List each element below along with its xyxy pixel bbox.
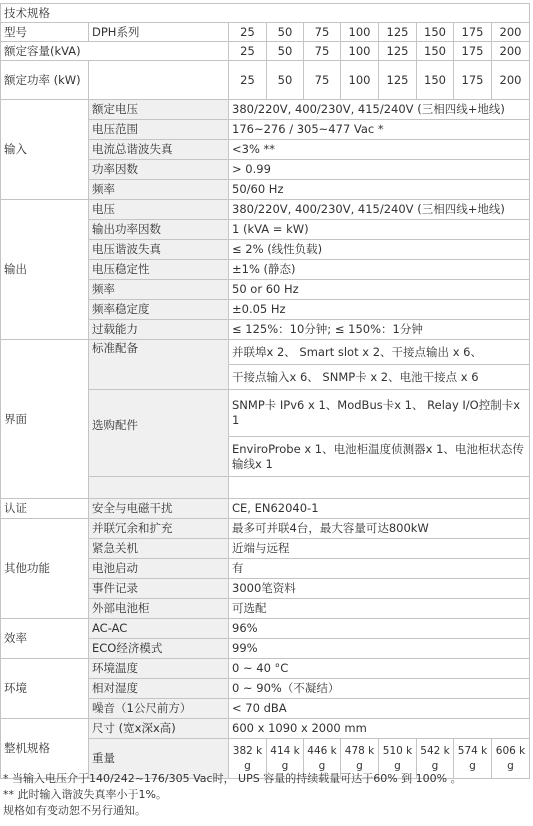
kva-value: 100: [341, 42, 379, 61]
model-value: 25: [229, 23, 267, 42]
kw-value: 150: [417, 61, 454, 100]
spec-label: 频率: [89, 280, 229, 300]
spec-value: 176~276 / 305~477 Vac *: [229, 120, 530, 140]
standard-label: 标准配备: [89, 340, 229, 390]
spec-label: 电压: [89, 200, 229, 220]
spec-value: 近端与远程: [229, 539, 530, 559]
spec-label: 过载能力: [89, 320, 229, 340]
kva-label: 额定容量(kVA): [1, 42, 229, 61]
spec-label: 外部电池柜: [89, 599, 229, 619]
input-row: [1, 100, 530, 120]
model-value: 200: [492, 23, 530, 42]
spec-value: 50 or 60 Hz: [229, 280, 530, 300]
spec-value: < 70 dBA: [229, 699, 530, 719]
spec-label: 紧急关机: [89, 539, 229, 559]
weight-value: 574 kg: [454, 739, 492, 779]
kw-value: 75: [304, 61, 341, 100]
kva-value: 75: [304, 42, 341, 61]
weight-value: 478 kg: [341, 739, 379, 779]
cert-row: [1, 499, 530, 519]
kva-value: 200: [492, 42, 530, 61]
spec-value: 最多可并联4台，最大容量可达800kW: [229, 519, 530, 539]
cert-section-label: 认证: [1, 499, 89, 519]
kw-label: 额定功率 (kW): [1, 61, 89, 100]
spec-value: 96%: [229, 619, 530, 639]
spec-label: AC-AC: [89, 619, 229, 639]
kw-value: 25: [229, 61, 267, 100]
spec-label: ECO经济模式: [89, 639, 229, 659]
spec-label: 电压谐波失真: [89, 240, 229, 260]
kva-row: [1, 42, 530, 61]
other-section-label: 其他功能: [1, 519, 89, 619]
model-series: DPH系列: [89, 23, 229, 42]
model-value: 75: [304, 23, 341, 42]
spec-value: 有: [229, 559, 530, 579]
spec-label: 电池启动: [89, 559, 229, 579]
kw-row: [1, 61, 530, 100]
environment-row: [1, 659, 530, 679]
footnotes: [3, 771, 531, 819]
kw-value: 200: [492, 61, 530, 100]
output-section-label: 输出: [1, 200, 89, 340]
spec-value: 可选配: [229, 599, 530, 619]
model-value: 175: [454, 23, 492, 42]
standard-value: 干接点输入x 6、 SNMP卡 x 2、电池干接点 x 6: [229, 365, 530, 390]
other-row: [1, 519, 530, 539]
spec-label: 频率: [89, 180, 229, 200]
spec-label: 安全与电磁干扰: [89, 499, 229, 519]
kva-value: 125: [379, 42, 417, 61]
spec-value: 0 ~ 40 °C: [229, 659, 530, 679]
kva-value: 150: [417, 42, 454, 61]
interface-section-label: 界面: [1, 340, 89, 499]
weight-value: 542 kg: [417, 739, 454, 779]
spec-value: 600 x 1090 x 2000 mm: [229, 719, 530, 739]
spec-label: 功率因数: [89, 160, 229, 180]
spec-label: 并联冗余和扩充: [89, 519, 229, 539]
weight-value: 606 kg: [492, 739, 530, 779]
kva-value: 25: [229, 42, 267, 61]
spec-table: [0, 3, 530, 779]
spec-label: 电压范围: [89, 120, 229, 140]
spec-label: 重量: [89, 739, 229, 779]
spec-label: 事件记录: [89, 579, 229, 599]
model-value: 150: [417, 23, 454, 42]
title-row: [1, 4, 530, 23]
weight-value: 414 kg: [267, 739, 304, 779]
spec-label: 噪音（1公尺前方）: [89, 699, 229, 719]
kw-value: 125: [379, 61, 417, 100]
spec-value: <3% **: [229, 140, 530, 160]
model-label: 型号: [1, 23, 89, 42]
spec-value: > 0.99: [229, 160, 530, 180]
weight-value: 446 kg: [304, 739, 341, 779]
standard-value: 并联埠x 2、 Smart slot x 2、干接点输出 x 6、: [229, 340, 530, 365]
model-value: 50: [267, 23, 304, 42]
spec-value-empty: [229, 477, 530, 499]
table-title: 技术规格: [1, 4, 530, 23]
optional-label: 选购配件: [89, 390, 229, 477]
spec-label: 环境温度: [89, 659, 229, 679]
efficiency-row: [1, 619, 530, 639]
weight-value: 510 kg: [379, 739, 417, 779]
model-row: [1, 23, 530, 42]
spec-value: 1 (kVA = kW): [229, 220, 530, 240]
footnote: * 当输入电压介于140/242~176/305 Vac时， UPS 容量的持续载量可达于60% 到 100% 。: [3, 772, 462, 785]
spec-value: 380/220V, 400/230V, 415/240V (三相四线+地线): [229, 200, 530, 220]
spec-label-empty: [89, 477, 229, 499]
spec-label: 相对湿度: [89, 679, 229, 699]
model-value: 125: [379, 23, 417, 42]
spec-value: 99%: [229, 639, 530, 659]
kw-value: 50: [267, 61, 304, 100]
spec-value: CE, EN62040-1: [229, 499, 530, 519]
spec-value: 0 ~ 90%（不凝结）: [229, 679, 530, 699]
kw-value: 100: [341, 61, 379, 100]
optional-value: SNMP卡 IPv6 x 1、ModBus卡x 1、 Relay I/O控制卡x 1: [229, 390, 530, 437]
spec-value: ≤ 2% (线性负载): [229, 240, 530, 260]
weight-value: 382 kg: [229, 739, 267, 779]
interface-row: [1, 340, 530, 365]
efficiency-section-label: 效率: [1, 619, 89, 659]
physical-section-label: 整机规格: [1, 719, 89, 779]
spec-value: 3000笔资料: [229, 579, 530, 599]
environment-section-label: 环境: [1, 659, 89, 719]
spec-value: ≤ 125%：10分钟; ≤ 150%：1分钟: [229, 320, 530, 340]
kw-blank: [89, 61, 229, 100]
spec-label: 电流总谐波失真: [89, 140, 229, 160]
input-section-label: 输入: [1, 100, 89, 200]
spec-value: 50/60 Hz: [229, 180, 530, 200]
spec-label: 电压稳定性: [89, 260, 229, 280]
model-value: 100: [341, 23, 379, 42]
spec-label: 尺寸 (宽x深x高): [89, 719, 229, 739]
spec-value: ±0.05 Hz: [229, 300, 530, 320]
output-row: [1, 200, 530, 220]
spec-label: 额定电压: [89, 100, 229, 120]
spec-label: 频率稳定度: [89, 300, 229, 320]
footnote: ** 此时输入谐波失真率小于1%。: [3, 788, 167, 801]
footnote: 规格如有变动恕不另行通知。: [3, 804, 146, 817]
kva-value: 175: [454, 42, 492, 61]
spec-value: 380/220V, 400/230V, 415/240V (三相四线+地线): [229, 100, 530, 120]
kw-value: 175: [454, 61, 492, 100]
physical-row: [1, 719, 530, 739]
spec-label: 输出功率因数: [89, 220, 229, 240]
spec-value: ±1% (静态): [229, 260, 530, 280]
optional-value: EnviroProbe x 1、电池柜温度侦测器x 1、电池柜状态传输线x 1: [229, 437, 530, 477]
kva-value: 50: [267, 42, 304, 61]
